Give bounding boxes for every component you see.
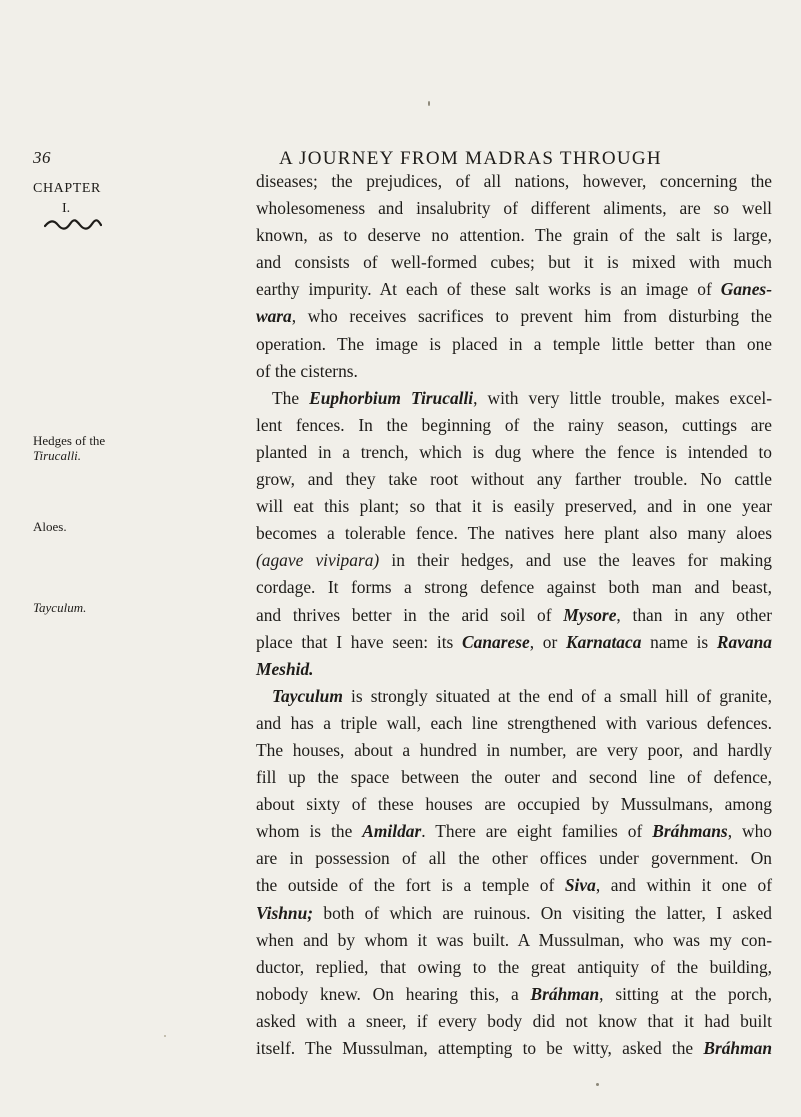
chapter-label: CHAPTER <box>33 181 101 196</box>
text-line: lent fences. In the beginning of the rainy season, cuttings are <box>256 414 772 435</box>
text-line: wholesomeness and insalubrity of different aliments, are so well <box>256 198 772 219</box>
text-line: of the cisterns. <box>256 360 358 381</box>
text-line: Tayculum is strongly situated at the end of a small hill of granite, <box>272 685 772 706</box>
text-line: whom is the Amildar. There are eight families of Bráhmans, who <box>256 821 772 842</box>
text-line: when and by whom it was built. A Mussulman, who was my con- <box>256 929 772 950</box>
text-line: (agave vivipara) in their hedges, and use the leaves for making <box>256 550 772 571</box>
running-head: A JOURNEY FROM MADRAS THROUGH <box>279 148 662 169</box>
paper-speck <box>428 101 430 106</box>
margin-note-hedges-line1: Hedges of the <box>33 433 106 448</box>
text-line: and consists of well-formed cubes; but it is mixed with much <box>256 252 772 273</box>
margin-note-aloes: Aloes. <box>33 519 67 534</box>
chapter-ornament-icon <box>44 219 102 231</box>
text-line: will eat this plant; so that it is easily preserved, and in one year <box>256 496 772 517</box>
text-line: known, as to deserve no attention. The grain of the salt is large, <box>256 225 772 246</box>
text-line: about sixty of these houses are occupied by Mussulmans, among <box>256 794 772 815</box>
text-line: becomes a tolerable fence. The natives here plant also many aloes <box>256 523 772 544</box>
text-line: are in possession of all the other offices under government. On <box>256 848 772 869</box>
text-line: earthy impurity. At each of these salt works is an image of Ganes- <box>256 279 772 300</box>
margin-note-hedges-line2: Tirucalli. <box>33 448 82 463</box>
text-line: planted in a trench, which is dug where the fence is intended to <box>256 441 772 462</box>
text-line: nobody knew. On hearing this, a Bráhman, sitting at the porch, <box>256 983 772 1004</box>
page-number: 36 <box>33 148 51 167</box>
text-line: asked with a sneer, if every body did not know that it had built <box>256 1010 772 1031</box>
text-line: The houses, about a hundred in number, are very poor, and hardly <box>256 739 772 760</box>
text-line: the outside of the fort is a temple of Siva, and within it one of <box>256 875 772 896</box>
paper-speck <box>596 1083 599 1086</box>
text-line: Meshid. <box>256 658 314 679</box>
text-line: fill up the space between the outer and second line of defence, <box>256 767 772 788</box>
text-line: itself. The Mussulman, attempting to be witty, asked the Bráhman <box>256 1038 772 1058</box>
text-line: and thrives better in the arid soil of Mysore, than in any other <box>256 604 772 625</box>
text-line: diseases; the prejudices, of all nations, however, concerning the <box>256 171 772 191</box>
text-line: Vishnu; both of which are ruinous. On visiting the latter, I asked <box>256 902 772 923</box>
margin-note-hedges <box>33 433 105 463</box>
text-line: wara, who receives sacrifices to prevent him from disturbing the <box>256 306 772 327</box>
text-line: ductor, replied, that owing to the great antiquity of the building, <box>256 956 772 977</box>
text-line: place that I have seen: its Canarese, or Karnataca name is Ravana <box>256 631 772 652</box>
text-line: The Euphorbium Tirucalli, with very little trouble, makes excel- <box>272 387 772 408</box>
text-line: grow, and they take root without any farther trouble. No cattle <box>256 469 772 490</box>
text-line: operation. The image is placed in a temple little better than one <box>256 333 772 354</box>
body-text <box>256 168 772 1062</box>
paper-speck <box>164 1035 166 1037</box>
margin-note-tayculum: Tayculum. <box>33 600 87 615</box>
text-line: cordage. It forms a strong defence against both man and beast, <box>256 577 772 598</box>
chapter-number: I. <box>62 201 71 216</box>
text-line: and has a triple wall, each line strengthened with various defences. <box>256 712 772 733</box>
